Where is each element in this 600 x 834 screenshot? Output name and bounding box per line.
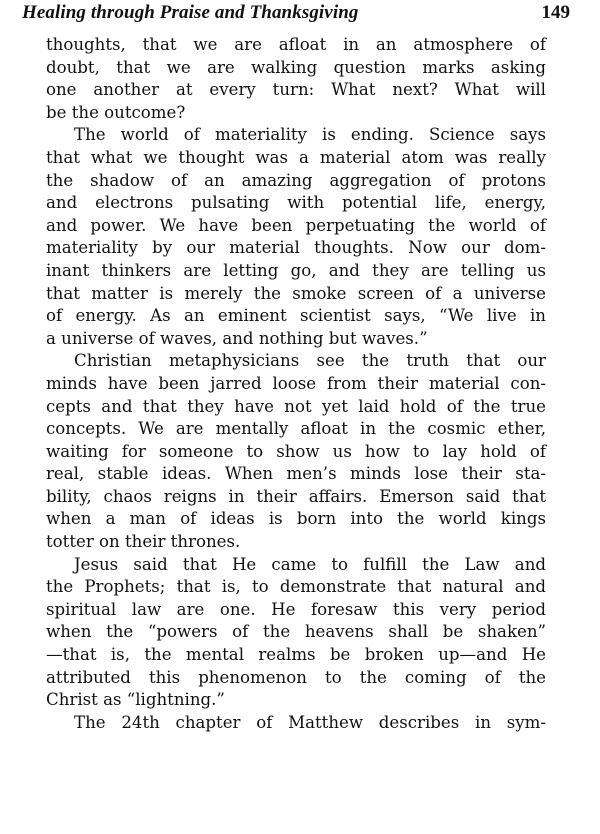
page-number: 149 [541, 2, 570, 23]
text-line: spiritual law are one. He foresaw this very period [46, 599, 546, 619]
text-line: minds have been jarred loose from their material con- [46, 373, 546, 393]
text-line: be the outcome? [46, 102, 186, 122]
text-line: the shadow of an amazing aggregation of protons [46, 170, 546, 190]
text-line: Christ as “lightning.” [46, 690, 225, 710]
text-line: doubt, that we are walking question marks asking [46, 57, 546, 77]
text-line: that matter is merely the smoke screen of a universe [46, 283, 546, 303]
text-line: —that is, the mental realms be broken up—and He [46, 645, 546, 665]
running-head: Healing through Praise and Thanksgiving [22, 2, 359, 23]
text-line: when the “powers of the heavens shall be shaken” [46, 622, 546, 642]
text-line: real, stable ideas. When men’s minds lose their sta- [46, 464, 546, 484]
text-line: inant thinkers are letting go, and they are telling us [46, 260, 546, 280]
text-line: The 24th chapter of Matthew describes in sym- [74, 712, 546, 732]
text-line: waiting for someone to show us how to lay hold of [46, 441, 546, 461]
body-text [46, 34, 546, 734]
text-line: a universe of waves, and nothing but waves.” [46, 328, 428, 348]
text-line: attributed this phenomenon to the coming of the [46, 667, 546, 687]
text-line: and power. We have been perpetuating the world of [46, 215, 546, 235]
text-line: bility, chaos reigns in their affairs. Emerson said that [46, 486, 546, 506]
text-line: that what we thought was a material atom was really [46, 147, 546, 167]
text-line: Jesus said that He came to fulfill the Law and [74, 554, 546, 574]
text-line: of energy. As an eminent scientist says, “We live in [46, 306, 546, 326]
text-line: one another at every turn: What next? What will [46, 80, 546, 100]
text-line: materiality by our material thoughts. Now our dom- [46, 238, 546, 258]
text-line: and electrons pulsating with potential life, energy, [46, 193, 546, 213]
text-line: the Prophets; that is, to demonstrate that natural and [46, 577, 546, 597]
text-line: when a man of ideas is born into the world kings [46, 509, 546, 529]
text-line: totter on their thrones. [46, 532, 241, 552]
page-header [22, 2, 570, 28]
text-line: cepts and that they have not yet laid hold of the true [46, 396, 546, 416]
text-line: The world of materiality is ending. Science says [74, 125, 546, 145]
text-line: Christian metaphysicians see the truth that our [74, 351, 546, 371]
text-line: concepts. We are mentally afloat in the cosmic ether, [46, 419, 546, 439]
text-line: thoughts, that we are afloat in an atmosphere of [46, 35, 546, 54]
